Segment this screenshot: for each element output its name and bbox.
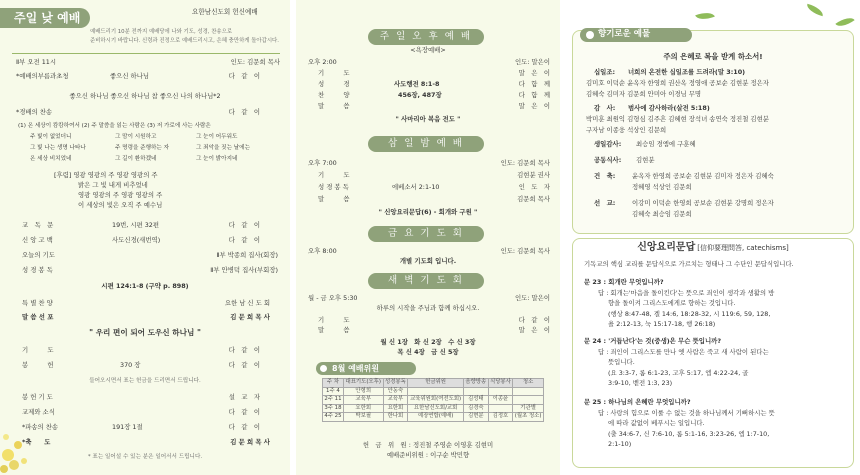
order-content: 좋으신 하나님: [110, 72, 150, 80]
order-label: 찬 양: [318, 91, 350, 99]
order-person: 다 같 이: [228, 408, 260, 416]
answer-line: (행상 8:47-48, 겔 14:6, 18:28-32, 시 119:6, 59, 128,: [608, 310, 771, 318]
order-person: 김현분 권사: [517, 171, 550, 179]
leaf-decoration: [695, 9, 715, 23]
refrain-line: 영광 영광의 주 영광 영광의 주: [78, 191, 163, 199]
offering-label: 감 사:: [594, 104, 616, 112]
wed-sermon: " 신앙요리문답(6) - 회개와 구원 ": [378, 208, 478, 216]
answer-line: 3:9-10, 벧전 1:3, 23): [608, 379, 673, 387]
answer-line: 향을 돌이켜 그리스도에게로 향하는 것입니다.: [608, 299, 736, 307]
offering-label: 공동식사:: [594, 156, 622, 164]
fri-note: 개별 기도회 입니다.: [399, 257, 457, 265]
service-theme: 요한남신도회 헌신예배: [192, 8, 258, 16]
catechism-title-main: 신앙요리문답: [637, 242, 696, 253]
order-person: 다 같 이: [228, 346, 260, 354]
offering-names: 최승임 경엠에 구훈혜: [636, 140, 696, 148]
answer-line: 답 : 죄인이 그리스도를 만나 옛 사람은 죽고 새 사람이 된다는: [598, 348, 769, 356]
order-person: 다 함 께: [518, 80, 550, 88]
offering-names: 김혜숙 최승임 김문희: [632, 210, 692, 218]
offering-theme: 너희의 온전한 십일조를 드려라(말 3:10): [628, 68, 746, 76]
service-time: 월 - 금 오후 5:30: [308, 294, 358, 302]
order-person: 다 같 이: [228, 423, 260, 431]
sermon-title: " 우리 편이 되어 도우신 하나님 ": [89, 328, 201, 337]
order-person: 말 은 이: [518, 102, 550, 110]
pm-sermon: " 사마리아 복음 전도 ": [395, 115, 461, 123]
dawn-prayer-header: 새 벽 기 도 회: [368, 273, 484, 289]
service-time: 오후 2:00: [308, 58, 337, 66]
hymn-line: 그 죄악을 짓는 날에는: [196, 145, 250, 151]
answer-line: 2:1-10): [608, 440, 632, 448]
order-label: 성 경: [318, 80, 350, 88]
order-label: 오늘의 기도: [22, 251, 55, 259]
order-person: Ⅱ부 안병덕 집사(부회장): [210, 266, 278, 274]
refrain-line: 밝은 그 빛 내게 비추었네: [78, 181, 148, 189]
order-person: 다 같 이: [228, 221, 260, 229]
order-person: 다 같 이: [228, 72, 260, 80]
refrain-line: 이 세상의 빛은 오직 주 예수님: [78, 201, 163, 209]
order-content: 에베소서 2:1-10: [392, 183, 440, 191]
table-header: 대표기도(오후): [343, 379, 383, 388]
order-content: 19번, 시편 32편: [112, 221, 160, 229]
table-row: 1주 4 안형희 안동숙: [323, 387, 544, 396]
offering-names: 김미호 이덕순 윤옥자 한영희 권산옥 정영애 공보순 김현분 정은자: [586, 79, 769, 87]
answer-line: (출 34:6-7, 신 7:6-10, 롬 5:1-16, 3:23-26, 엡 1:7-10,: [608, 430, 770, 438]
leader: 인도: 김문희 목사: [500, 159, 550, 167]
notice-line-2: 준비하시기 바랍니다. 신령과 진정으로 예배드리시고, 은혜 충만하게 돌아갑시다.: [90, 38, 279, 44]
dawn-reading-1: 월 신 1장 화 신 2장 수 신 3장: [380, 338, 476, 346]
leader: 인도: 말은이: [514, 58, 550, 66]
order-content: 사도신경(새번역): [112, 236, 161, 244]
order-label: 기 도: [318, 69, 350, 77]
order-person: 설 교 자: [228, 393, 260, 401]
volunteer-footer-2: 예배준비위원 : 이구순 박민향: [386, 451, 470, 459]
order-label: 봉 헌: [22, 361, 54, 369]
question: 문 23 : 회개란 무엇입니까?: [584, 278, 664, 286]
leaf-decoration: [805, 4, 824, 16]
wed-service-header: 삼 일 밤 예 배: [368, 136, 484, 152]
offering-label: 선 교:: [594, 199, 616, 207]
order-person: 요한 남 신 도 회: [224, 299, 270, 307]
table-header: 주 차: [323, 379, 344, 388]
order-label: 교제와 소식: [22, 408, 55, 416]
offering-names: 박미훈 최원익 김형심 김주흔 김혜현 장석녀 송연숙 정진철 김현분: [586, 115, 769, 123]
leader: 인도: 말은이: [514, 294, 550, 302]
hymn-line: (1) 온 세상이 캄캄하여서 (2) 주 말씀을 읽는 사람은 (3) 저 가로에 사는 사람은: [18, 123, 211, 129]
order-label: 봉 헌 기 도: [22, 393, 53, 401]
lyrics-line: 좋으신 하나님 좋으신 하나님 참 좋으신 나의 하나님*2: [69, 92, 221, 100]
footnote: * 표는 일어설 수 있는 분은 일어서서 드립니다.: [87, 454, 203, 460]
order-label: *예배의부름과초청: [16, 72, 69, 80]
page-title: 주일 낮 예배: [14, 11, 81, 25]
question: 문 24 : '거듭난다'는 것(중생)은 무슨 뜻입니까?: [584, 337, 722, 345]
order-person: 다 같 이: [228, 236, 260, 244]
order-content: 191장 1절: [112, 423, 143, 431]
volunteer-footer-1: 헌 금 위 원 : 정진철 주영순 이영훈 김현미: [362, 441, 494, 449]
order-label: 교 독 문: [22, 221, 54, 229]
catechism-title-sub: [信仰要理問答, catechisms]: [697, 244, 789, 252]
volunteer-table: [322, 378, 544, 422]
pm-service-header: 주 일 오 후 예 배: [368, 29, 484, 45]
hymn-line: 온 세상 비치었네: [30, 156, 72, 162]
answer-line: (요 3:3-7, 롬 6:1-23, 고후 5:17, 엡 4:22-24, 골: [608, 369, 749, 377]
hymn-line: 그 빛 나는 생명 나타나: [30, 145, 86, 151]
order-label: 기 도: [22, 346, 54, 354]
order-person: 다 같 이: [518, 316, 550, 324]
leaf-decoration: [835, 14, 854, 31]
order-person: 김 문 희 목 사: [230, 313, 270, 321]
leader: 인도: 김문희 목사: [500, 247, 550, 255]
refrain-line: [후렴] 영광 영광의 주 영광 영광의 주: [54, 171, 158, 179]
order-person: 김 문 희 목 사: [230, 438, 270, 446]
bullet-icon: [586, 31, 594, 39]
divider: [12, 53, 280, 54]
hymn-line: 그 맘이 시원하고: [115, 134, 157, 140]
offering-label: 십일조:: [594, 68, 616, 76]
offering-title: 향기로운 예물: [598, 29, 651, 39]
order-content: 사도행전 8:1-8: [394, 80, 440, 88]
blessing-line: 주의 은혜로 복을 받게 하소서!: [663, 52, 763, 61]
part-label: Ⅱ부 오전 11시: [16, 58, 57, 66]
dawn-note: 하루의 시작을 주님과 함께 하십시오.: [376, 304, 480, 312]
order-person: 김문희 목사: [517, 195, 550, 203]
leader: 인도: 김문희 목사: [230, 58, 280, 66]
answer-line: 답 : 회개는'마음을 돌이킨다'는 뜻으로 죄인이 생각과 생활의 방: [598, 289, 775, 297]
offering-names: 윤옥자 한영희 공보순 김현분 김미자 정은자 김혜숙: [632, 172, 774, 180]
catechism-intro: 기독교의 핵심 교리를 문답식으로 가르치는 형태나 그 수단인 문답식입니다.: [584, 260, 794, 268]
table-header: 성경봉독: [383, 379, 408, 388]
table-row: 2주 11 교육부 교육부 교육위원회(여전도회) 김성태 이종윤: [323, 396, 544, 405]
order-person: 말 은 이: [518, 326, 550, 334]
order-label: 기 도: [318, 171, 350, 179]
answer-line: 답 : 사랑의 힘으로 이룰 수 없는 것을 하나님께서 기뻐하시는 뜻: [598, 409, 775, 417]
table-header: 식당봉사: [488, 379, 513, 388]
table-row: 3주 18 요한회 요한회 요한남신도회/교회 김경숙 기관별: [323, 404, 544, 413]
offering-label: 생일감사:: [594, 140, 622, 148]
table-header: 청소: [513, 379, 544, 388]
answer-line: 에 따라 값없이 베푸시는 일입니다.: [608, 419, 705, 427]
order-label: 말 씀: [318, 326, 350, 334]
offering-theme: 범사에 감사하라(살전 5:18): [628, 104, 710, 112]
service-time: 오후 8:00: [308, 247, 337, 255]
answer-line: 욜 2:12-13, 눅 15:17-18, 행 26:18): [608, 320, 716, 328]
order-label: 말 씀: [318, 102, 350, 110]
offering-names: 김혜숙 김미자 김문희 안미아 이경님 무명: [586, 90, 702, 98]
morning-service-column: [0, 0, 290, 475]
other-services-column: [296, 0, 560, 475]
hymn-line: 그 길이 환하겠네: [115, 156, 157, 162]
hymn-line: 주 명령을 준행하는 자: [115, 145, 169, 151]
order-content: 456장, 487장: [398, 91, 442, 99]
pm-sub: <욕장예배>: [410, 46, 446, 54]
offering-names: 김현분: [636, 156, 655, 164]
scripture-ref: 시편 124:1-8 (구약 p. 898): [101, 282, 189, 290]
offering-names: 정혜영 석상인 김문희: [632, 183, 692, 191]
order-label: *축 도: [22, 438, 51, 446]
order-label: 말 씀: [318, 195, 350, 203]
table-header: 헌금위원: [408, 379, 464, 388]
hymn-line: 주 빛이 없었더니: [30, 134, 72, 140]
order-person: 다 같 이: [228, 108, 260, 116]
order-label: *경배의 찬송: [16, 108, 53, 116]
bullet-icon: [320, 365, 327, 372]
fri-prayer-header: 금 요 기 도 회: [368, 226, 484, 242]
order-label: *파송의 찬송: [22, 423, 59, 431]
dawn-reading-2: 목 신 4장 금 신 5장: [397, 348, 459, 356]
order-label: 신 앙 고 백: [22, 236, 53, 244]
order-label: 말 씀 선 포: [22, 313, 54, 321]
flower-decoration: [0, 395, 40, 475]
hymn-line: 그 눈이 어두워도: [196, 134, 238, 140]
offering-note: 들어오시면서 표는 헌금을 드리면서 드립니다.: [89, 378, 201, 384]
question: 문 25 : 하나님의 은혜란 무엇입니까?: [584, 398, 691, 406]
table-header: 음향방송: [464, 379, 489, 388]
answer-line: 뜻입니다.: [608, 358, 635, 366]
offerings-column: [566, 0, 860, 475]
volunteer-title: 8월 예배위원: [332, 364, 379, 373]
order-content: 370 장: [120, 361, 141, 369]
order-label: 성 경 봉 독: [318, 183, 349, 191]
order-person: Ⅱ부 박종희 집사(회장): [216, 251, 278, 259]
order-person: 말 은 이: [518, 69, 550, 77]
order-person: 다 함 께: [518, 91, 550, 99]
catechism-title: [566, 243, 860, 253]
order-label: 성 경 봉 독: [22, 266, 53, 274]
table-row: 4주 25 박보필 한나회 예장연합(예배) 김현분 김정호 (월초 청소): [323, 413, 544, 422]
offering-names: 이강미 이덕순 한영희 공보순 김현분 강명희 정은자: [632, 199, 774, 207]
order-person: 다 같 이: [228, 361, 260, 369]
offering-names: 구자남 이종웅 석상인 김문희: [586, 126, 667, 134]
offering-label: 건 축:: [594, 172, 616, 180]
hymn-line: 그 눈이 밝아지네: [196, 156, 238, 162]
order-label: 특 별 찬 양: [22, 299, 53, 307]
order-label: 기 도: [318, 316, 350, 324]
service-time: 오후 7:00: [308, 159, 337, 167]
notice-line-1: 예배드리기 10분 전까지 예배당에 나와 기도, 성경, 찬송으로: [90, 29, 233, 35]
order-person: 인 도 자: [518, 183, 550, 191]
